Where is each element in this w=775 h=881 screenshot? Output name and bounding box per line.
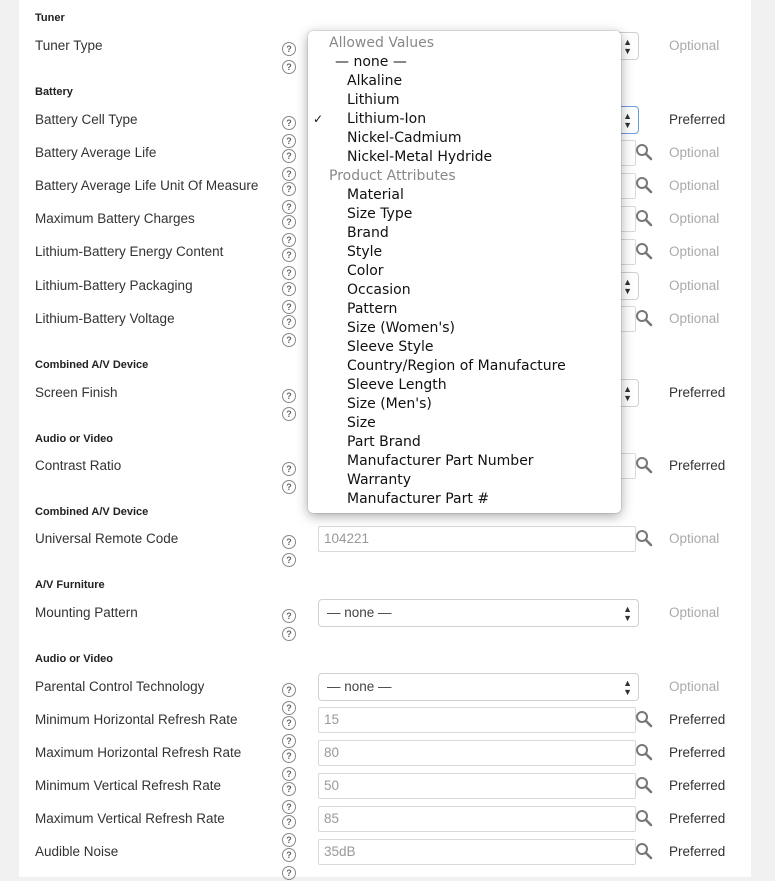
section-combined-av: Combined A/V Device xyxy=(35,359,149,371)
dropdown-option-selected[interactable]: Lithium-Ion xyxy=(347,111,427,127)
select-arrows-icon: ▲ ▼ xyxy=(623,37,632,56)
dropdown-option[interactable]: Manufacturer Part Number xyxy=(347,453,534,469)
info-icon[interactable]: ? xyxy=(282,866,296,880)
status-badge: Preferred xyxy=(669,778,726,793)
field-label: Lithium-Battery Packaging xyxy=(35,278,193,293)
info-icon[interactable]: ? xyxy=(282,627,296,641)
dropdown-option[interactable]: Lithium xyxy=(347,92,400,108)
search-icon[interactable] xyxy=(635,842,653,860)
status-badge: Optional xyxy=(669,38,720,53)
status-badge: Preferred xyxy=(669,811,726,826)
form-row-max-horizontal-refresh xyxy=(19,737,751,779)
help-icon[interactable]: ? xyxy=(282,749,296,763)
field-label: Audible Noise xyxy=(35,844,119,859)
status-badge: Optional xyxy=(669,278,720,293)
help-icon[interactable]: ? xyxy=(282,462,296,476)
dropdown-option[interactable]: Occasion xyxy=(347,282,411,298)
group-label-allowed-values: Allowed Values xyxy=(329,35,435,51)
dropdown-option[interactable]: — none — xyxy=(335,54,407,70)
select-arrows-icon: ▲ ▼ xyxy=(623,384,632,403)
dropdown-option[interactable]: Part Brand xyxy=(347,434,421,450)
dropdown-option[interactable]: Country/Region of Manufacture xyxy=(347,358,566,374)
section-audio-video-2: Audio or Video xyxy=(35,653,114,665)
help-icon[interactable]: ? xyxy=(282,389,296,403)
battery-cell-type-dropdown[interactable] xyxy=(308,31,621,513)
info-icon[interactable]: ? xyxy=(282,800,296,814)
search-icon[interactable] xyxy=(635,776,653,794)
info-icon[interactable]: ? xyxy=(282,200,296,214)
field-label: Parental Control Technology xyxy=(35,679,205,694)
help-icon[interactable]: ? xyxy=(282,42,296,56)
help-icon[interactable]: ? xyxy=(282,282,296,296)
dropdown-option[interactable]: Sleeve Style xyxy=(347,339,434,355)
dropdown-option[interactable]: Sleeve Length xyxy=(347,377,447,393)
field-label: Battery Average Life xyxy=(35,145,157,160)
field-label: Universal Remote Code xyxy=(35,531,179,546)
form-row-universal-remote-code xyxy=(19,523,751,565)
search-icon[interactable] xyxy=(635,743,653,761)
min-horizontal-refresh-input[interactable]: 15 xyxy=(318,707,636,733)
help-icons xyxy=(282,713,312,746)
info-icon[interactable]: ? xyxy=(282,407,296,421)
dropdown-option[interactable]: Size Type xyxy=(347,206,413,222)
help-icon[interactable]: ? xyxy=(282,315,296,329)
dropdown-option[interactable]: Manufacturer Part # xyxy=(347,491,490,507)
help-icon[interactable]: ? xyxy=(282,535,296,549)
search-icon[interactable] xyxy=(635,710,653,728)
field-label: Battery Cell Type xyxy=(35,112,138,127)
search-icon[interactable] xyxy=(635,209,653,227)
select-arrows-icon: ▲ ▼ xyxy=(623,678,632,697)
section-battery: Battery xyxy=(35,86,73,98)
dropdown-option[interactable]: Size (Women's) xyxy=(347,320,455,336)
status-badge: Preferred xyxy=(669,712,726,727)
dropdown-option[interactable]: Size xyxy=(347,415,376,431)
dropdown-option[interactable]: Warranty xyxy=(347,472,412,488)
info-icon[interactable]: ? xyxy=(282,333,296,347)
dropdown-option[interactable]: Alkaline xyxy=(347,73,403,89)
info-icon[interactable]: ? xyxy=(282,701,296,715)
help-icons xyxy=(282,746,312,779)
help-icon[interactable]: ? xyxy=(282,116,296,130)
select-value: — none — xyxy=(327,605,392,620)
dropdown-option[interactable]: Nickel-Cadmium xyxy=(347,130,462,146)
select-arrows-icon: ▲ ▼ xyxy=(623,604,632,623)
help-icon[interactable]: ? xyxy=(282,248,296,262)
status-badge: Optional xyxy=(669,178,720,193)
field-label: Mounting Pattern xyxy=(35,605,138,620)
status-badge: Preferred xyxy=(669,458,726,473)
help-icons xyxy=(282,532,312,565)
field-label: Battery Average Life Unit Of Measure xyxy=(35,178,259,193)
form-row-audible-noise xyxy=(19,836,751,878)
search-icon[interactable] xyxy=(635,456,653,474)
help-icons xyxy=(282,680,312,713)
audible-noise-input[interactable]: 35dB xyxy=(318,839,636,865)
help-icon[interactable]: ? xyxy=(282,609,296,623)
info-icon[interactable]: ? xyxy=(282,266,296,280)
status-badge: Preferred xyxy=(669,844,726,859)
help-icons xyxy=(282,845,312,878)
help-icon[interactable]: ? xyxy=(282,182,296,196)
mounting-pattern-select[interactable] xyxy=(318,599,639,627)
status-badge: Optional xyxy=(669,531,720,546)
dropdown-option[interactable]: Nickel-Metal Hydride xyxy=(347,149,493,165)
dropdown-option[interactable]: Brand xyxy=(347,225,389,241)
form-row-max-vertical-refresh xyxy=(19,803,751,845)
info-icon[interactable]: ? xyxy=(282,767,296,781)
info-icon[interactable]: ? xyxy=(282,167,296,181)
dropdown-option[interactable]: Size (Men's) xyxy=(347,396,432,412)
help-icon[interactable]: ? xyxy=(282,782,296,796)
field-label: Minimum Horizontal Refresh Rate xyxy=(35,712,238,727)
info-icon[interactable]: ? xyxy=(282,60,296,74)
help-icon[interactable]: ? xyxy=(282,815,296,829)
search-icon[interactable] xyxy=(635,529,653,547)
search-icon[interactable] xyxy=(635,176,653,194)
search-icon[interactable] xyxy=(635,809,653,827)
form-row-min-horizontal-refresh xyxy=(19,704,751,746)
dropdown-option[interactable]: Style xyxy=(347,244,383,260)
select-value: — none — xyxy=(327,679,392,694)
status-badge: Optional xyxy=(669,211,720,226)
status-badge: Optional xyxy=(669,145,720,160)
help-icons xyxy=(282,606,312,639)
info-icon[interactable]: ? xyxy=(282,134,296,148)
select-arrows-icon: ▲ ▼ xyxy=(623,111,632,130)
help-icon[interactable]: ? xyxy=(282,683,296,697)
dropdown-option[interactable]: Material xyxy=(347,187,404,203)
search-icon[interactable] xyxy=(635,143,653,161)
form-row-mounting-pattern xyxy=(19,597,751,639)
dropdown-option[interactable]: Pattern xyxy=(347,301,398,317)
form-row-parental-control xyxy=(19,671,751,713)
info-icon[interactable]: ? xyxy=(282,480,296,494)
field-label: Maximum Vertical Refresh Rate xyxy=(35,811,225,826)
status-badge: Optional xyxy=(669,679,720,694)
info-icon[interactable]: ? xyxy=(282,734,296,748)
status-badge: Preferred xyxy=(669,112,726,127)
help-icon[interactable]: ? xyxy=(282,848,296,862)
dropdown-option[interactable]: Color xyxy=(347,263,384,279)
help-icon[interactable]: ? xyxy=(282,215,296,229)
max-vertical-refresh-input[interactable]: 85 xyxy=(318,806,636,832)
group-label-product-attributes: Product Attributes xyxy=(329,168,456,184)
field-label: Maximum Battery Charges xyxy=(35,211,195,226)
info-icon[interactable]: ? xyxy=(282,233,296,247)
section-combined-av-2: Combined A/V Device xyxy=(35,506,149,518)
field-label: Minimum Vertical Refresh Rate xyxy=(35,778,222,793)
section-tuner: Tuner xyxy=(35,12,65,24)
help-icons xyxy=(282,812,312,845)
min-vertical-refresh-input[interactable]: 50 xyxy=(318,773,636,799)
field-label: Tuner Type xyxy=(35,38,103,53)
checkmark-icon: ✓ xyxy=(313,112,324,126)
search-icon[interactable] xyxy=(635,242,653,260)
field-label: Lithium-Battery Voltage xyxy=(35,311,175,326)
info-icon[interactable]: ? xyxy=(282,300,296,314)
status-badge: Preferred xyxy=(669,385,726,400)
status-badge: Preferred xyxy=(669,745,726,760)
section-av-furniture: A/V Furniture xyxy=(35,579,105,591)
help-icons xyxy=(282,779,312,812)
section-audio-video: Audio or Video xyxy=(35,433,114,445)
field-label: Contrast Ratio xyxy=(35,458,122,473)
field-label: Lithium-Battery Energy Content xyxy=(35,244,224,259)
info-icon[interactable]: ? xyxy=(282,553,296,567)
field-label: Maximum Horizontal Refresh Rate xyxy=(35,745,242,760)
universal-remote-code-input[interactable]: 104221 xyxy=(318,526,636,552)
status-badge: Optional xyxy=(669,605,720,620)
max-horizontal-refresh-input[interactable]: 80 xyxy=(318,740,636,766)
info-icon[interactable]: ? xyxy=(282,833,296,847)
status-badge: Optional xyxy=(669,244,720,259)
parental-control-select[interactable] xyxy=(318,673,639,701)
field-label: Screen Finish xyxy=(35,385,118,400)
status-badge: Optional xyxy=(669,311,720,326)
help-icon[interactable]: ? xyxy=(282,716,296,730)
help-icon[interactable]: ? xyxy=(282,149,296,163)
form-row-min-vertical-refresh xyxy=(19,770,751,812)
search-icon[interactable] xyxy=(635,309,653,327)
select-arrows-icon: ▲ ▼ xyxy=(623,277,632,296)
